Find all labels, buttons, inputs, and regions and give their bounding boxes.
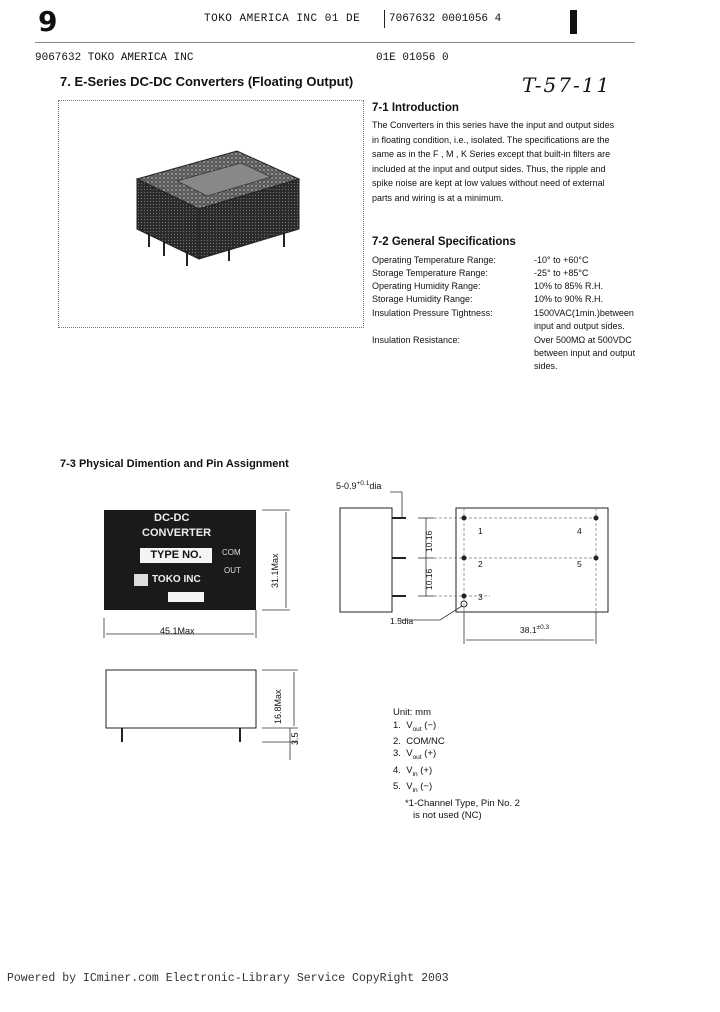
header-line2-right: 01E 01056 0 — [376, 52, 449, 64]
spec-value: 1500VAC(1min.)between — [534, 308, 634, 318]
pin-assignment — [393, 707, 520, 823]
pin-sub: out — [412, 754, 422, 762]
stamp-text: TOKO AMERICA INC 01 DE — [204, 13, 361, 25]
pin-name: V — [406, 748, 413, 760]
pin-num: 4. — [393, 764, 401, 776]
spec-label: Storage Temperature Range: — [372, 268, 488, 278]
width-dimension: 45.1Max — [160, 626, 195, 636]
spec-label: Storage Humidity Range: — [372, 294, 473, 304]
pin-num: 3. — [393, 748, 401, 760]
pin-num: 5. — [393, 781, 401, 793]
spec-value: -10° to +60°C — [534, 255, 589, 265]
hole-dia-label: 1.5dia — [390, 616, 414, 626]
specs-heading: 7-2 General Specifications — [372, 236, 516, 248]
product-photo — [59, 101, 363, 327]
pin-length-dimension: 3.5 — [290, 732, 300, 745]
pin-row — [393, 781, 520, 797]
stamp-box — [384, 10, 385, 28]
spec-label: Insulation Resistance: — [372, 335, 461, 345]
pin-span-value: 38.1 — [520, 624, 537, 635]
spec-value: sides. — [534, 361, 558, 371]
module-com-label: COM — [222, 548, 241, 557]
pin-dia-tol: +0.1 — [356, 480, 370, 487]
intro-heading: 7-1 Introduction — [372, 102, 459, 114]
intro-body — [372, 118, 672, 205]
pin-span-dimension — [520, 624, 549, 635]
pitch1-dimension: 10.16 — [424, 530, 434, 552]
pin-row — [393, 765, 520, 781]
intro-line: parts and wiring is at a minimum. — [372, 192, 504, 203]
pin-label-2: 2 — [478, 559, 483, 569]
page-title: 7. E-Series DC-DC Converters (Floating Output) — [60, 74, 354, 89]
pin-label-1: 1 — [478, 526, 483, 536]
spec-value: between input and output — [534, 348, 636, 358]
pin-sub: in — [412, 770, 418, 778]
pin-num: 1. — [393, 719, 401, 731]
pin-pol: (+) — [421, 748, 437, 760]
spec-label: Operating Humidity Range: — [372, 281, 481, 291]
pin-span-tol: ±0.3 — [536, 624, 550, 631]
header-rule — [35, 42, 635, 43]
page-mark: 9 — [38, 5, 58, 38]
pin-row — [393, 736, 520, 749]
product-photo-frame — [58, 100, 364, 328]
stamp-code: 7067632 0001056 4 — [389, 13, 502, 25]
spec-value: input and output sides. — [534, 321, 625, 331]
pin-row — [393, 720, 520, 736]
pin-row — [393, 748, 520, 764]
intro-line: included at the input and output sides. Thus, the ripple and — [372, 163, 606, 174]
spec-label: Insulation Pressure Tightness: — [372, 308, 493, 318]
unit-label: Unit: mm — [393, 707, 431, 718]
pin-sub: out — [412, 725, 422, 733]
pin-sub: in — [412, 787, 418, 795]
pin-name: V — [406, 764, 413, 776]
stamp-bar — [570, 10, 577, 34]
pin-label-4: 4 — [577, 526, 582, 536]
pin-name: COM/NC — [406, 735, 445, 747]
pin-note: is not used (NC) — [413, 810, 482, 822]
height-dimension: 31.1Max — [270, 553, 280, 588]
intro-line: same as in the F , M , K Series except that built-in filters are — [372, 149, 611, 159]
spec-value: 10% to 90% R.H. — [534, 294, 604, 304]
intro-line: spike noise are kept at low values without need of external — [372, 178, 605, 188]
pin-pol: (+) — [417, 764, 433, 776]
module-line2: CONVERTER — [142, 527, 212, 539]
pin-pol: (−) — [417, 781, 433, 793]
spec-value: 10% to 85% R.H. — [534, 281, 604, 291]
depth-dimension: 16.8Max — [273, 689, 283, 724]
spec-label: Operating Temperature Range: — [372, 255, 496, 265]
pin-label-5: 5 — [577, 559, 582, 569]
pin-pol: (−) — [421, 719, 437, 731]
pin-label-3: 3 — [478, 592, 483, 602]
pitch2-dimension: 10.16 — [424, 568, 434, 590]
intro-line: The Converters in this series have the input and output sides — [372, 120, 615, 130]
intro-line: in floating condition, i.e., isolated. The specifications are the — [372, 134, 610, 145]
module-out-label: OUT — [224, 566, 241, 575]
module-brand: TOKO INC — [152, 574, 201, 585]
physical-heading: 7-3 Physical Dimention and Pin Assignment — [60, 458, 289, 470]
pin-num: 2. — [393, 735, 401, 747]
side-view — [98, 660, 328, 770]
module-line1: DC-DC — [154, 512, 190, 524]
pin-dia-suffix: dia — [369, 481, 382, 491]
pin-dia-value: 5-0.9 — [336, 481, 357, 491]
footer-credit: Powered by ICminer.com Electronic-Library Service CopyRight 2003 — [7, 972, 449, 985]
header-line2-left: 9067632 TOKO AMERICA INC — [35, 52, 194, 64]
handwritten-note: T-57-11 — [522, 73, 612, 97]
spec-value: Over 500MΩ at 500VDC — [534, 335, 632, 345]
pin-name: V — [406, 781, 413, 793]
type-number-box: TYPE NO. — [140, 548, 212, 563]
pin-note: *1-Channel Type, Pin No. 2 — [405, 797, 520, 809]
pin-name: V — [406, 719, 413, 731]
spec-value: -25° to +85°C — [534, 268, 589, 278]
